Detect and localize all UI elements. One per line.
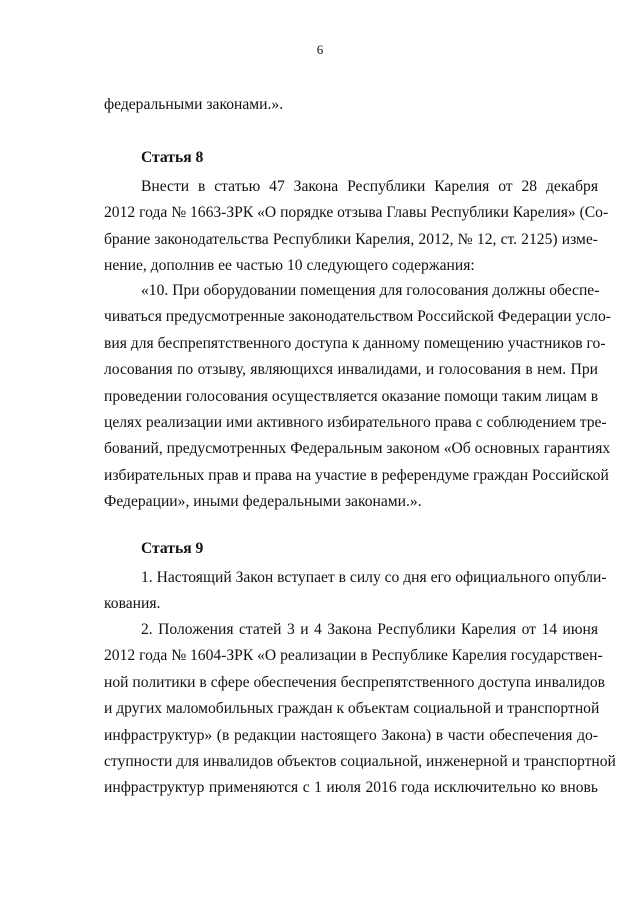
continuation-text: федеральными законами.».: [104, 96, 284, 113]
article-9-paragraph-1: [104, 565, 607, 618]
text-line: 2012 года № 1663-ЗРК «О порядке отзыва Главы Республики Карелия» (Со-: [104, 204, 609, 222]
article-8-heading: Статья 8: [141, 149, 204, 166]
article-9-paragraph-2: [104, 617, 616, 802]
text-line: чиваться предусмотренные законодательством Российской Федерации усло-: [104, 308, 611, 326]
text-line: инфраструктур применяются с 1 июля 2016 года исключительно ко вновь: [104, 779, 598, 797]
article-9-heading: Статья 9: [141, 540, 204, 557]
text-line: 2012 года № 1604-ЗРК «О реализации в Республике Карелия государствен-: [104, 647, 603, 665]
text-line: брание законодательства Республики Карелия, 2012, № 12, ст. 2125) изме-: [104, 230, 598, 248]
text-line: целях реализации ими активного избирательного права с соблюдением тре-: [104, 413, 607, 431]
text-line: избирательных прав и права на участие в референдуме граждан Российской: [104, 466, 609, 484]
text-line: ной политики в сфере обеспечения беспрепятственного доступа инвалидов: [104, 673, 606, 691]
text-line: Федерации», иными федеральными законами.».: [104, 493, 422, 511]
page-number: 6: [316, 42, 324, 57]
text-line: 1. Настоящий Закон вступает в силу со дня его официального опубли-: [141, 569, 607, 586]
text-line: лосования по отзыву, являющихся инвалидами, и голосования в нем. При: [104, 361, 598, 379]
text-line: нение, дополнив ее частью 10 следующего содержания:: [104, 257, 475, 275]
article-8-quote: [104, 278, 611, 516]
text-line: «10. При оборудовании помещения для голосования должны обеспе-: [141, 282, 600, 299]
text-line: кования.: [104, 595, 161, 613]
continuation-paragraph: [104, 92, 598, 118]
text-line: проведении голосования осуществляется оказание помощи таким лицам в: [104, 387, 599, 405]
text-line: бований, предусмотренных Федеральным законом «Об основных гарантиях: [104, 440, 611, 458]
text-line: инфраструктур» (в редакции настоящего Закона) в части обеспечения до-: [104, 726, 598, 744]
text-line: Внести в статью 47 Закона Республики Карелия от 28 декабря: [141, 178, 598, 195]
text-line: ступности для инвалидов объектов социальной, инженерной и транспортной: [104, 752, 616, 770]
article-8-intro: [104, 174, 609, 280]
text-line: и других маломобильных граждан к объектам социальной и транспортной: [104, 700, 600, 718]
text-line: 2. Положения статей 3 и 4 Закона Республики Карелия от 14 июня: [141, 621, 598, 638]
text-line: вия для беспрепятственного доступа к данному помещению участников го-: [104, 334, 606, 352]
